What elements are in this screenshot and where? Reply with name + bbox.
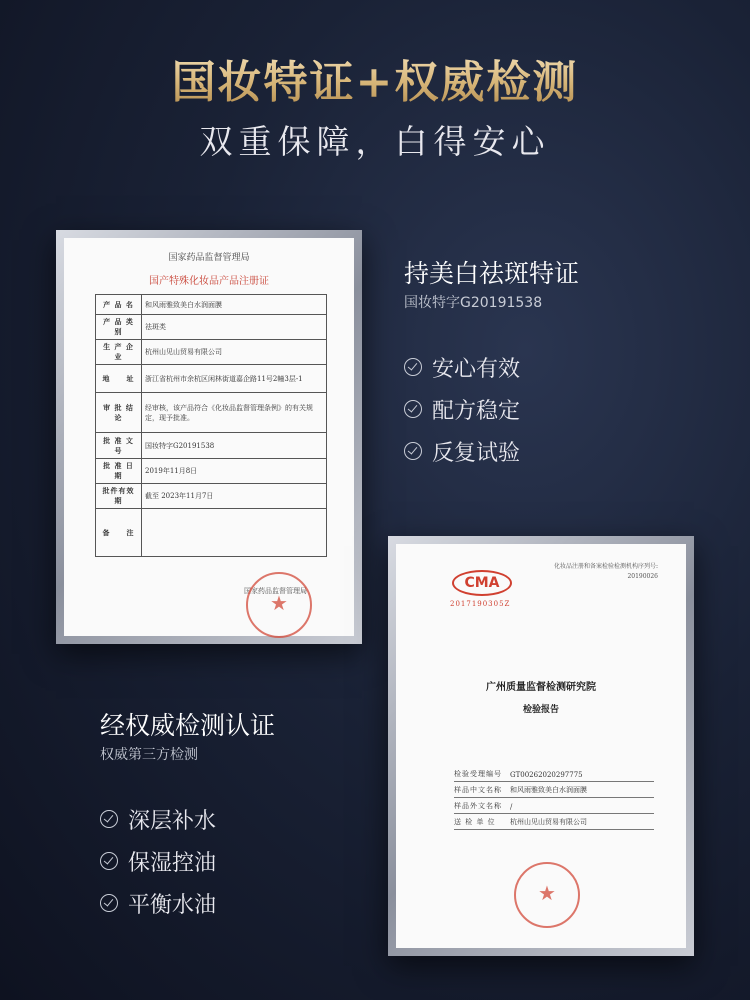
row-value: 和风雨雅致美白水润面膜 bbox=[510, 786, 587, 794]
headline: 国妆特证+权威检测 bbox=[0, 46, 750, 110]
row-value: 经审核，该产品符合《化妆品监督管理条例》的有关规定，现予批准。 bbox=[142, 393, 327, 433]
certificate-feature-list bbox=[404, 346, 520, 472]
certificate-table bbox=[95, 294, 327, 557]
check-circle-icon bbox=[404, 400, 422, 418]
certificate-title: 国产特殊化妆品产品注册证 bbox=[149, 276, 269, 287]
special-certificate-title: 持美白祛斑特证 bbox=[404, 259, 580, 288]
row-key: 生 产 企 业 bbox=[96, 340, 142, 365]
authority-test-subtitle: 权威第三方检测 bbox=[100, 747, 198, 763]
row-value: 杭州山见山贸易有限公司 bbox=[510, 818, 587, 826]
feature-label: 深层补水 bbox=[128, 808, 217, 834]
list-item bbox=[404, 430, 520, 472]
table-row bbox=[96, 433, 327, 459]
row-key: 备 注 bbox=[96, 509, 142, 557]
table-row bbox=[454, 798, 654, 814]
check-circle-icon bbox=[100, 852, 118, 870]
row-key: 样品中文名称 bbox=[454, 786, 502, 794]
row-key: 地 址 bbox=[96, 365, 142, 393]
row-key: 产 品 名 bbox=[96, 295, 142, 315]
table-row bbox=[96, 393, 327, 433]
table-row bbox=[96, 459, 327, 484]
row-key: 送 检 单 位 bbox=[454, 818, 496, 826]
table-row bbox=[96, 340, 327, 365]
row-key: 批件有效期 bbox=[96, 484, 142, 509]
table-row bbox=[96, 509, 327, 557]
row-key: 审 批 结 论 bbox=[96, 393, 142, 433]
check-circle-icon bbox=[100, 810, 118, 828]
serial-note-label: 化妆品注册和备案检验检测机构序列号: bbox=[553, 563, 658, 570]
row-value: 祛斑类 bbox=[142, 315, 327, 340]
row-value: 浙江省杭州市余杭区闲林街道嘉企路11号2幢3层-1 bbox=[142, 365, 327, 393]
cma-number: 2017190305Z bbox=[450, 600, 511, 608]
registration-certificate-frame bbox=[56, 230, 362, 644]
row-value: 国妆特字G20191538 bbox=[142, 433, 327, 459]
inspection-report bbox=[396, 544, 686, 948]
report-fields bbox=[454, 766, 654, 830]
row-value: 截至 2023年11月7日 bbox=[142, 484, 327, 509]
table-row bbox=[96, 315, 327, 340]
row-value: 杭州山见山贸易有限公司 bbox=[142, 340, 327, 365]
check-circle-icon bbox=[100, 894, 118, 912]
check-circle-icon bbox=[404, 442, 422, 460]
authority-test-title: 经权威检测认证 bbox=[100, 711, 276, 740]
list-item bbox=[100, 840, 216, 882]
feature-label: 配方稳定 bbox=[432, 398, 521, 424]
row-value: / bbox=[510, 803, 513, 811]
star-icon: ★ bbox=[270, 591, 288, 615]
stamp-caption: 国家药品监督管理局 bbox=[244, 587, 307, 595]
report-title: 检验报告 bbox=[522, 705, 559, 715]
serial-note-number: 20190026 bbox=[627, 573, 658, 580]
list-item bbox=[404, 388, 520, 430]
feature-label: 保湿控油 bbox=[128, 850, 217, 876]
report-serial-note bbox=[554, 562, 658, 582]
subheadline: 双重保障，白得安心 bbox=[199, 122, 551, 161]
row-value: 2019年11月8日 bbox=[142, 459, 327, 484]
cma-logo: CMA bbox=[452, 570, 512, 596]
table-row bbox=[454, 766, 654, 782]
feature-label: 平衡水油 bbox=[128, 892, 217, 918]
feature-label: 反复试验 bbox=[432, 440, 521, 466]
list-item bbox=[100, 882, 216, 924]
row-key: 批 准 日 期 bbox=[96, 459, 142, 484]
row-value bbox=[142, 509, 327, 557]
row-key: 检验受理编号 bbox=[454, 770, 502, 778]
inspection-report-frame bbox=[388, 536, 694, 956]
institute-name: 广州质量监督检测研究院 bbox=[486, 682, 596, 693]
star-icon: ★ bbox=[538, 881, 556, 905]
table-row bbox=[96, 484, 327, 509]
list-item bbox=[100, 798, 216, 840]
row-key: 产 品 类 别 bbox=[96, 315, 142, 340]
test-feature-list bbox=[100, 798, 216, 924]
table-row bbox=[96, 295, 327, 315]
check-circle-icon bbox=[404, 358, 422, 376]
row-key: 批 准 文 号 bbox=[96, 433, 142, 459]
official-seal bbox=[246, 572, 312, 638]
table-row bbox=[454, 782, 654, 798]
list-item bbox=[404, 346, 520, 388]
official-seal bbox=[514, 862, 580, 928]
row-value: 和风雨雅致美白水润面膜 bbox=[142, 295, 327, 315]
special-certificate-number: 国妆特字G20191538 bbox=[404, 295, 543, 311]
table-row bbox=[96, 365, 327, 393]
feature-label: 安心有效 bbox=[432, 356, 521, 382]
row-key: 样品外文名称 bbox=[454, 802, 502, 810]
row-value: GT00262020297775 bbox=[510, 771, 583, 779]
table-row bbox=[454, 814, 654, 830]
registration-certificate bbox=[64, 238, 354, 636]
certificate-authority: 国家药品监督管理局 bbox=[168, 253, 250, 263]
